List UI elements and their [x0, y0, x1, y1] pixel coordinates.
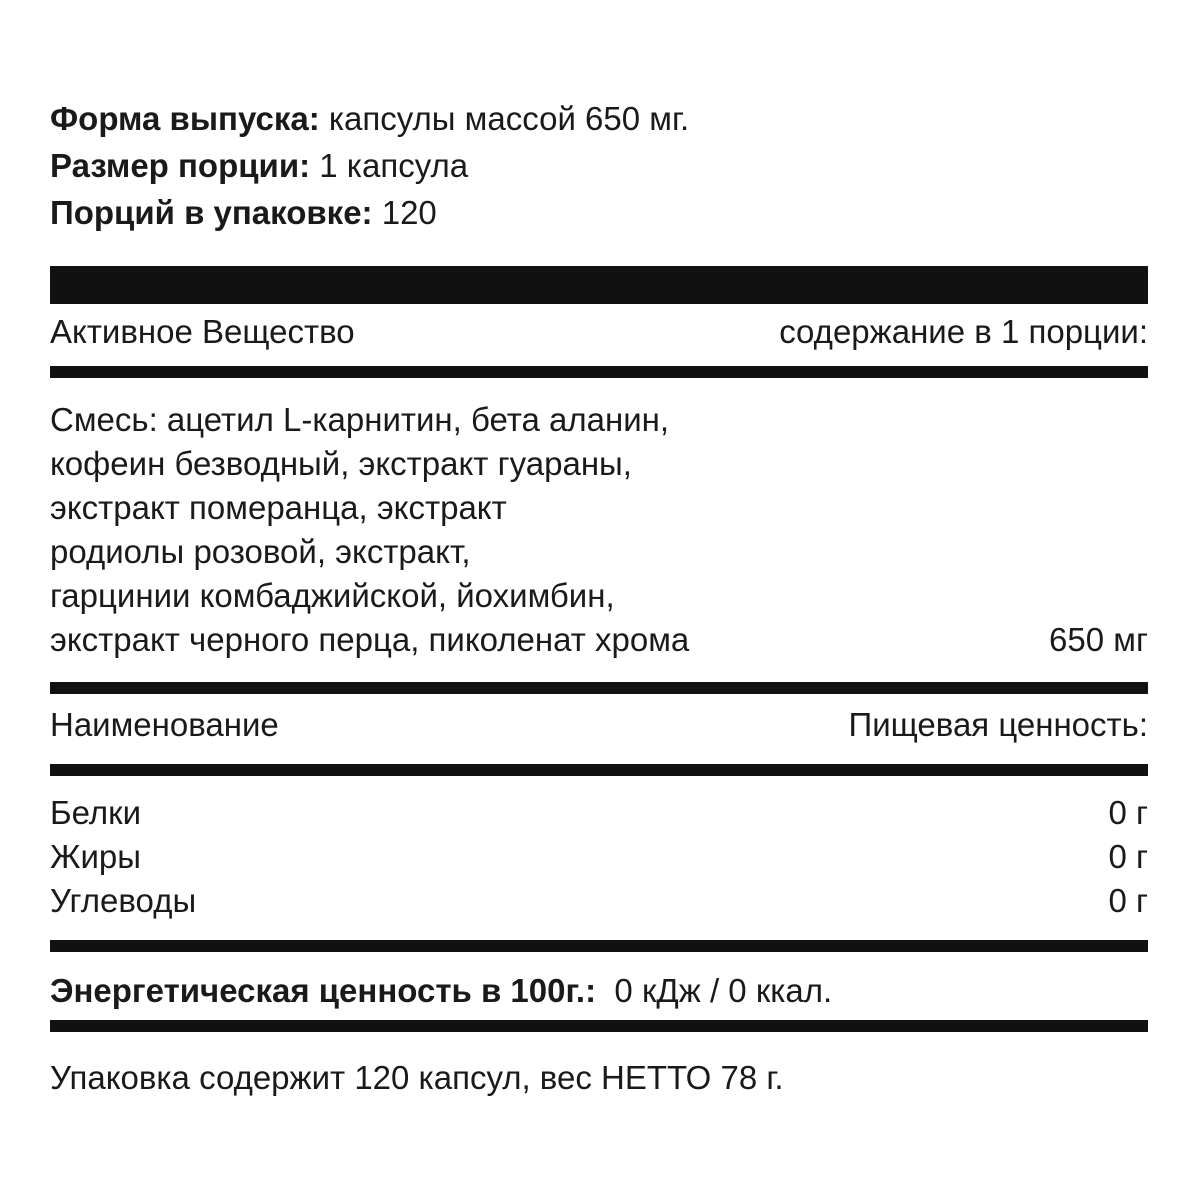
energy-label: Энергетическая ценность в 100г.:	[50, 972, 597, 1009]
serving-size-line	[50, 143, 468, 189]
servings-per-pack-label: Порций в упаковке:	[50, 194, 373, 231]
release-form-value: капсулы массой 650 мг.	[328, 100, 690, 137]
energy-divider	[50, 1020, 1148, 1032]
release-form-line	[50, 96, 689, 142]
nutrient-row	[50, 835, 1148, 879]
active-substance-header	[50, 310, 1148, 354]
mixture-ingredients: Смесь: ацетил L-карнитин, бета аланин, кофеин безводный, экстракт гуараны, экстракт померанца, экстракт родиолы розовой, экстракт, гарцинии комбаджийской, йохимбин, экстракт черного перца, пиколенат хрома	[50, 401, 690, 658]
nutrition-value-label: Пищевая ценность:	[848, 706, 1148, 743]
top-divider-bar	[50, 266, 1148, 304]
active-substance-label: Активное Вещество	[50, 313, 355, 350]
energy-value-line	[50, 968, 832, 1014]
nutrient-value: 0 г	[1108, 882, 1148, 919]
energy-value: 0 кДж / 0 ккал.	[614, 972, 833, 1009]
name-column-label: Наименование	[50, 706, 279, 743]
serving-size-label: Размер порции:	[50, 147, 311, 184]
header-divider-1	[50, 366, 1148, 378]
nutrient-name: Белки	[50, 794, 142, 831]
nutrient-value: 0 г	[1108, 794, 1148, 831]
nutrient-value: 0 г	[1108, 838, 1148, 875]
nutrient-row	[50, 791, 1148, 835]
servings-per-pack-line	[50, 190, 437, 236]
header-divider-2	[50, 764, 1148, 776]
nutrient-name: Углеводы	[50, 882, 197, 919]
mixture-divider	[50, 682, 1148, 694]
release-form-label: Форма выпуска:	[50, 100, 320, 137]
mixture-amount: 650 мг	[1049, 621, 1148, 658]
servings-per-pack-value: 120	[381, 194, 437, 231]
nutrients-divider	[50, 940, 1148, 952]
serving-size-value: 1 капсула	[319, 147, 469, 184]
nutrient-row	[50, 879, 1148, 923]
nutrient-name: Жиры	[50, 838, 141, 875]
nutrition-header	[50, 703, 1148, 747]
per-serving-label: содержание в 1 порции:	[779, 313, 1148, 350]
package-contents-note: Упаковка содержит 120 капсул, вес НЕТТО 78 г.	[50, 1059, 784, 1096]
